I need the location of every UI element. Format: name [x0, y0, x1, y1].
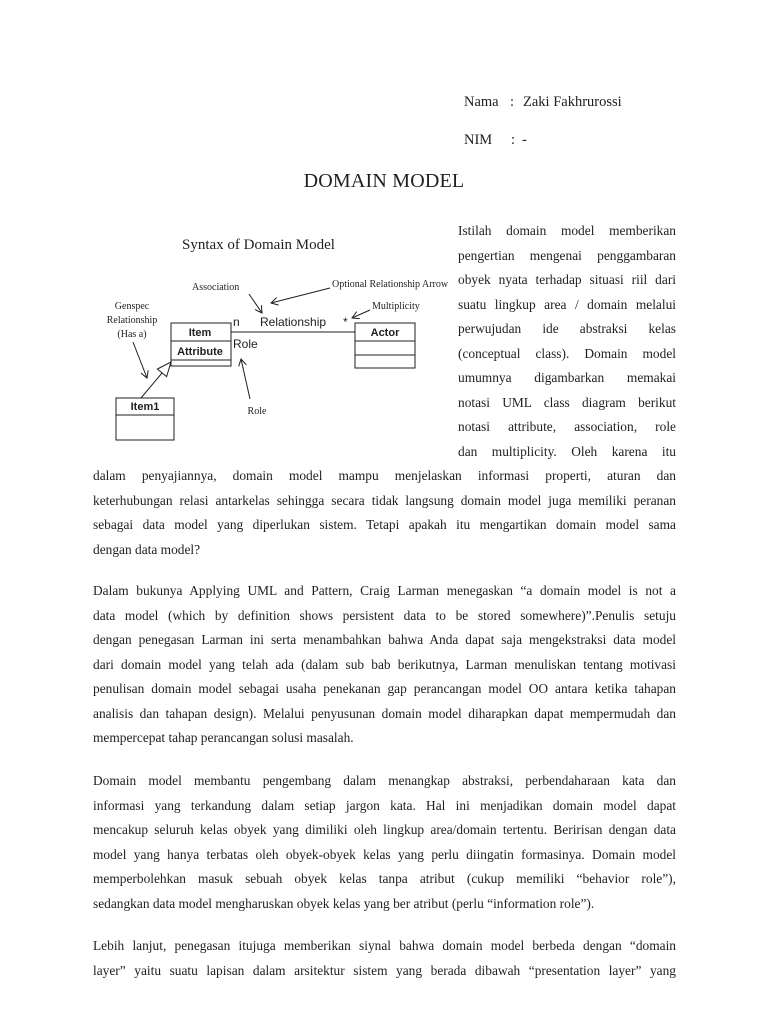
paragraph-4-line: layer” yaitu suatu lapisan dalam arsitektur sistem yang berada dibawah “presentation layer” yang [93, 962, 676, 978]
paragraph-2-line: Dalam bukunya Applying UML and Pattern, Craig Larman menegaskan “a domain model is not a [93, 583, 676, 598]
nama-label: Nama [464, 94, 499, 110]
paragraph-4-line: Lebih lanjut, penegasan itujuga memberikan siynal bahwa domain model berbeda dengan “domain [93, 938, 676, 953]
role-label: Role [233, 337, 258, 351]
genspec-relationship-line [141, 373, 162, 398]
paragraph-1-line: dan multiplicity. Oleh karena itu [458, 443, 676, 459]
paragraph-3-line: informasi yang terkandung dalam setiap jargon kata. Hal ini menjadikan domain model dapat [93, 797, 676, 813]
paragraph-1-line: (conceptual class). Domain model [458, 345, 676, 361]
paragraph-2-line: dari domain model yang telah ada (dalam sub bab berikutnya, Larman menuliskan tentang motivasi [93, 656, 676, 672]
actor-class-name: Actor [370, 327, 400, 339]
paragraph-3-line: sedangkan data model mengharuskan obyek kelas yang ber atribut (perlu “information role”). [93, 895, 595, 911]
role-annotation: Role [247, 406, 267, 417]
optional-arrow-pointer [271, 288, 330, 303]
paragraph-2-line: dengan penegasan Larman ini serta menambahkan bahwa Anda dapat saja mengekstraksi data model [93, 632, 676, 647]
paragraph-3-line: model yang hanya terbatas oleh obyek-obyek kelas yang perlu diingatin formasinya. Domain model [93, 846, 676, 862]
genspec-annotation-line-2: Relationship [106, 315, 158, 326]
multiplicity-n: n [233, 315, 240, 329]
paragraph-1-line: Istilah domain model memberikan [458, 223, 676, 238]
paragraph-2-line: mempercepat tahap perancangan solusi masalah. [93, 730, 354, 745]
diagram-title: Syntax of Domain Model [182, 237, 335, 253]
association-pointer-arrow [249, 294, 262, 313]
optional-relationship-arrow-annotation: Optional Relationship Arrow [332, 279, 449, 290]
paragraph-2-line: data model (which by definition shows persistent data to be stored somewhere)”.Penulis setuju [93, 607, 676, 623]
paragraph-1-line: umumnya digambarkan memakai [458, 370, 676, 385]
nim-separator: : [511, 132, 516, 148]
genspec-annotation-line-1: Genspec [114, 301, 150, 312]
paragraph-1-line: dengan data model? [93, 541, 201, 557]
genspec-annotation-line-3: (Has a) [117, 329, 147, 340]
paragraph-1-line: keterhubungan relasi antarkelas sehingga secara tidak langsung domain model juga memiliki peranan [93, 492, 676, 508]
nim-label: NIM [464, 132, 493, 148]
paragraph-3-line: memperbolehkan masuk sebuah obyek kelas tanpa atribut (cukup memiliki “behavior role”), [93, 871, 676, 886]
role-pointer-arrow [241, 359, 250, 399]
paragraph-2-line: analisis dan tahapan design). Melalui penyusunan domain model diharapkan dapat mempermudah dan [93, 705, 676, 721]
paragraph-3-line: mencakup seluruh kelas obyek yang dimiliki oleh lingkup area/domain tertentu. Beririsan dengan data [93, 822, 676, 837]
paragraph-1-line: suatu lingkup area / domain melalui [458, 296, 676, 312]
multiplicity-pointer-arrow [352, 310, 370, 318]
nim-value: - [522, 132, 527, 148]
paragraph-1-line: notasi UML class diagram berikut [458, 394, 676, 410]
paragraph-1-line: pengertian mengenai penggambaran [458, 247, 676, 263]
paragraph-2-line: penulisan domain model sebagai usaha penekanan gap perancangan model OO antara ketika tahapan [93, 681, 676, 696]
multiplicity-star: * [343, 315, 348, 329]
paragraph-3-line: Domain model membantu pengembang dalam menangkap abstraksi, perbendaharaan kata dan [93, 773, 676, 788]
relationship-label: Relationship [260, 315, 327, 329]
item1-class-name: Item1 [130, 401, 160, 413]
paragraph-1-line: obyek nyata terhadap situasi riil dari [458, 272, 676, 287]
nama-value: Zaki Fakhrurossi [523, 94, 622, 110]
paragraph-1-line: perwujudan ide abstraksi kelas [458, 321, 676, 336]
page-title: DOMAIN MODEL [303, 170, 465, 192]
multiplicity-annotation: Multiplicity [372, 301, 420, 312]
genspec-hollow-arrowhead [157, 362, 171, 377]
nama-separator: : [510, 94, 515, 110]
item-class-attribute: Attribute [177, 346, 223, 358]
paragraph-1-line: dalam penyajiannya, domain model mampu menjelaskan informasi properti, aturan dan [93, 468, 676, 483]
genspec-pointer-arrow [133, 342, 147, 378]
paragraph-1-line: notasi attribute, association, role [458, 419, 676, 434]
association-annotation: Association [192, 282, 240, 293]
paragraph-1-line: sebagai data model yang diperlukan sistem. Tetapi apakah itu mengartikan domain model sama [93, 517, 676, 532]
item-class-name: Item [188, 327, 212, 339]
domain-model-diagram [0, 0, 460, 460]
